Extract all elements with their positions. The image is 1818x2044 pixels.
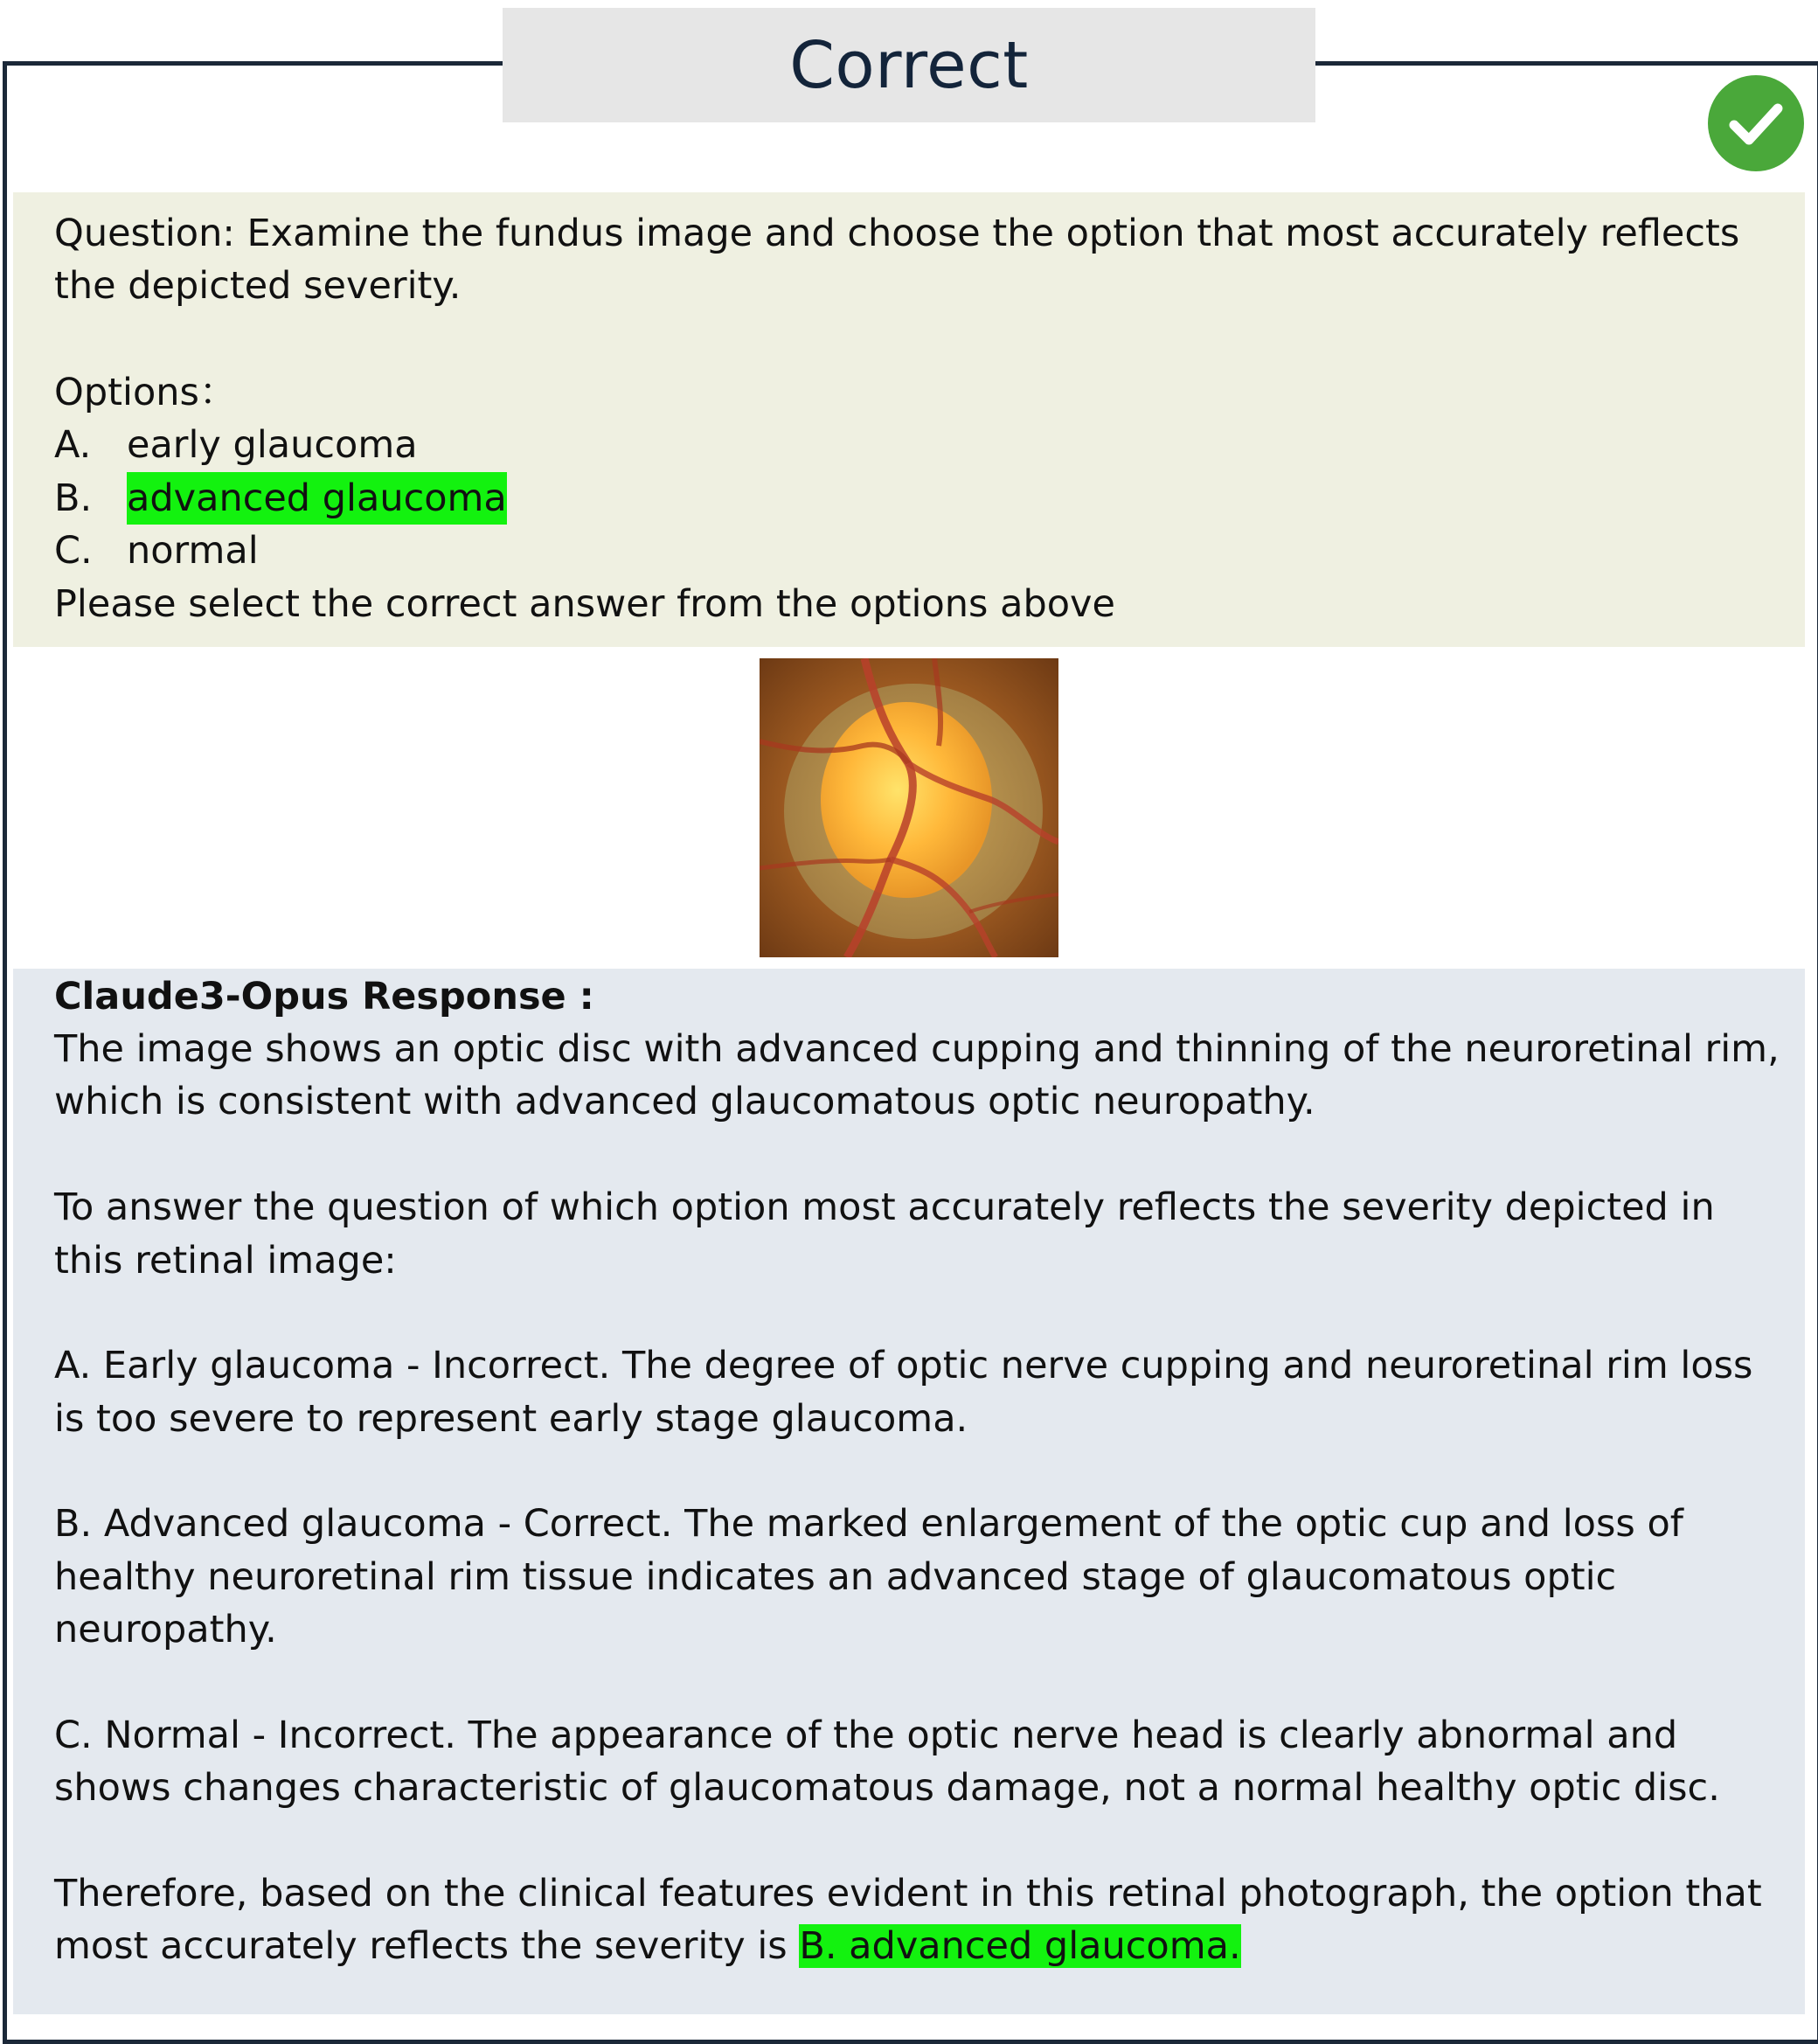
option-letter: A. (54, 423, 92, 467)
response-line: C. Normal - Incorrect. The appearance of the optic nerve head is clearly abnormal and (54, 1714, 1678, 1757)
question-line: Question: Examine the fundus image and choose the option that most accurately reflects (54, 212, 1740, 255)
response-line: B. Advanced glaucoma - Correct. The marked enlargement of the optic cup and loss of (54, 1502, 1683, 1546)
response-line: shows changes characteristic of glaucomatous damage, not a normal healthy optic disc. (54, 1766, 1720, 1810)
option-c (13, 525, 1062, 577)
option-a (13, 419, 1062, 471)
response-line: this retinal image: (54, 1239, 397, 1283)
option-b (13, 472, 1062, 525)
response-line: is too severe to represent early stage glaucoma. (54, 1397, 968, 1441)
final-answer-highlight: B. advanced glaucoma. (799, 1924, 1241, 1968)
response-line: Therefore, based on the clinical features evident in this retinal photograph, the option that (54, 1872, 1762, 1915)
response-panel (13, 969, 1805, 2014)
option-text: early glaucoma (127, 423, 418, 467)
response-line: A. Early glaucoma - Incorrect. The degree of optic nerve cupping and neuroretinal rim loss (54, 1344, 1753, 1387)
response-line: which is consistent with advanced glaucomatous optic neuropathy. (54, 1080, 1315, 1123)
page-title: Correct (789, 27, 1029, 103)
question-line: the depicted severity. (54, 264, 461, 308)
option-text-highlighted: advanced glaucoma (127, 472, 507, 525)
final-prefix: most accurately reflects the severity is (54, 1924, 800, 1968)
title-banner (503, 8, 1315, 122)
question-panel (13, 192, 1805, 647)
options-label: Options： (54, 371, 237, 414)
response-line: The image shows an optic disc with advanced cupping and thinning of the neuroretinal rim, (54, 1027, 1780, 1071)
response-heading: Claude3-Opus Response : (54, 975, 594, 1019)
response-final-line (54, 1920, 1241, 1972)
option-letter: B. (54, 476, 93, 520)
option-letter: C. (54, 529, 93, 573)
check-circle-icon (1708, 75, 1804, 171)
response-line: healthy neuroretinal rim tissue indicates an advanced stage of glaucomatous optic (54, 1555, 1617, 1599)
instruction-text: Please select the correct answer from the options above (54, 582, 1115, 626)
fundus-image (760, 658, 1058, 957)
response-line: neuropathy. (54, 1608, 277, 1651)
option-text: normal (127, 529, 259, 573)
response-line: To answer the question of which option most accurately reflects the severity depicted in (54, 1185, 1715, 1229)
